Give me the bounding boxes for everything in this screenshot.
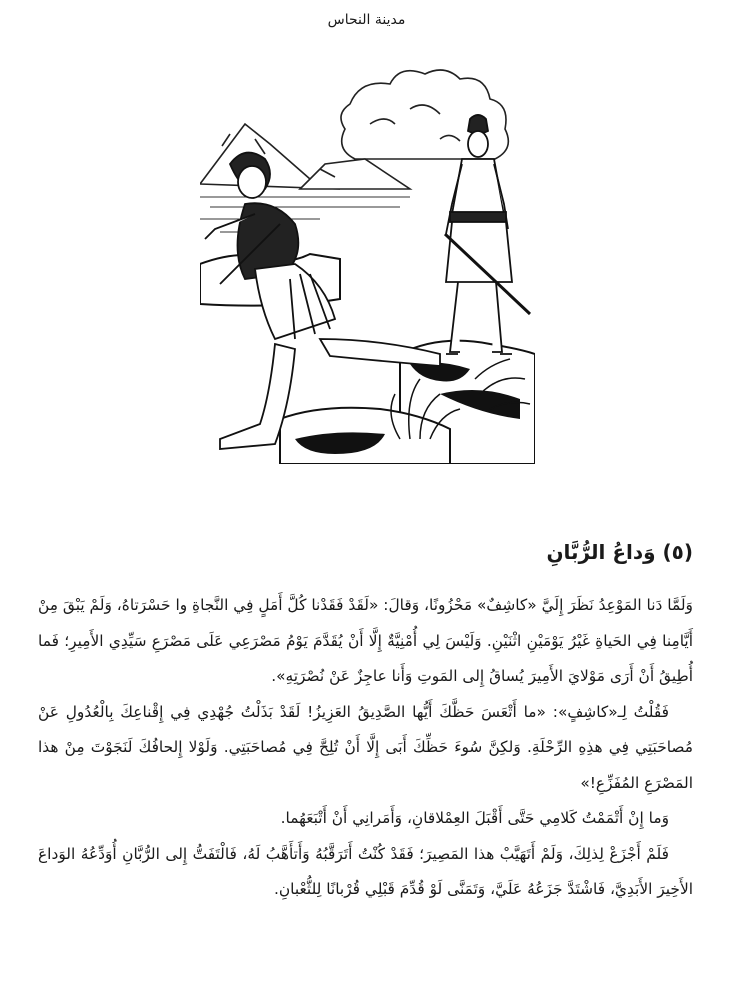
body-text (38, 588, 693, 908)
guard-figure-icon (445, 115, 530, 354)
paragraph-3: وَما إِنْ أَتْمَمْتُ كَلامِي حَتَّى أَقْبَلَ العِمْلاقانِ، وَأَمَرانِي أَنْ أَتْبَعَهُما. (280, 809, 669, 827)
chapter-title: وَداعُ الرُّبَّانِ (546, 540, 656, 564)
running-head: مدينة النحاس (327, 12, 406, 28)
sea-icon (200, 197, 410, 232)
paragraph-2: فَقُلْتُ لِـ«كاشِفٍ»: «ما أَتْعَسَ حَظَّكَ أَيُّها الصَّدِيقُ العَزِيزُ! لَقَدْ بَذَلْتُ جُهْدِي فِي إِقْناعِكَ بِالْعُدُولِ عَنْ مُصاحَبَتِي فِي هذِهِ الرِّحْلَةِ. وَلكِنَّ سُوءَ حَظِّكَ أَبَى إِلَّا أَنْ تُلِحَّ فِي مُصاحَبَتِي. وَلَوْلا إِلحافُكَ لَنَجَوْتَ مِنْ هذا المَصْرَعِ المُفَزِّعِ!» (38, 702, 693, 792)
illustration-woman-fleeing-guard-icon (200, 64, 535, 464)
paragraph-1: وَلَمَّا دَنا المَوْعِدُ نَظَرَ إِلَيَّ «كاشِفٌ» مَحْزُونًا، وَقالَ: «لَقَدْ فَقَدْنا كُلَّ أَمَلٍ فِي النَّجاةِ وا حَسْرَتاهُ، وَلَمْ يَبْقَ مِنْ أَيَّامِنا فِي الحَياةِ غَيْرُ يَوْمَيْنِ اثْنَيْنِ. وَلَيْسَ لِي أُمْنِيَّةٌ إِلَّا أَنْ يُقَدَّمَ يَوْمُ مَصْرَعِي عَلَى مَصْرَعِ سَيِّدِي الأَمِيرِ؛ فَما أُطِيقُ أَنْ أَرَى مَوْلايَ الأَمِيرَ يُساقُ إِلى المَوتِ وَأَنا عاجِزٌ عَنْ نُصْرَتِهِ». (38, 596, 693, 685)
chapter-number: (٥) (662, 540, 693, 564)
mountain-icon (200, 124, 410, 189)
chapter-heading (40, 540, 693, 564)
paragraph-4: فَلَمْ أَجْزَعْ لِذلِكَ، وَلَمْ أَتَهَيَّبْ هذا المَصِيرَ؛ فَقَدْ كُنْتُ أَتَرَقَّبُهُ وَأَتأَهَّبُ لَهُ، فَالْتَفَتُّ إِلى الرُّبَّانِ أُوَدِّعُهُ الوَداعَ الأَخِيرَ الأَبَدِيَّ، فَاشْتَدَّ جَزَعُهُ عَلَيَّ، وَتَمَنَّى لَوْ قُدِّمَ قَبْلِي قُرْبانًا لِلثُّعْبانِ. (38, 844, 693, 898)
